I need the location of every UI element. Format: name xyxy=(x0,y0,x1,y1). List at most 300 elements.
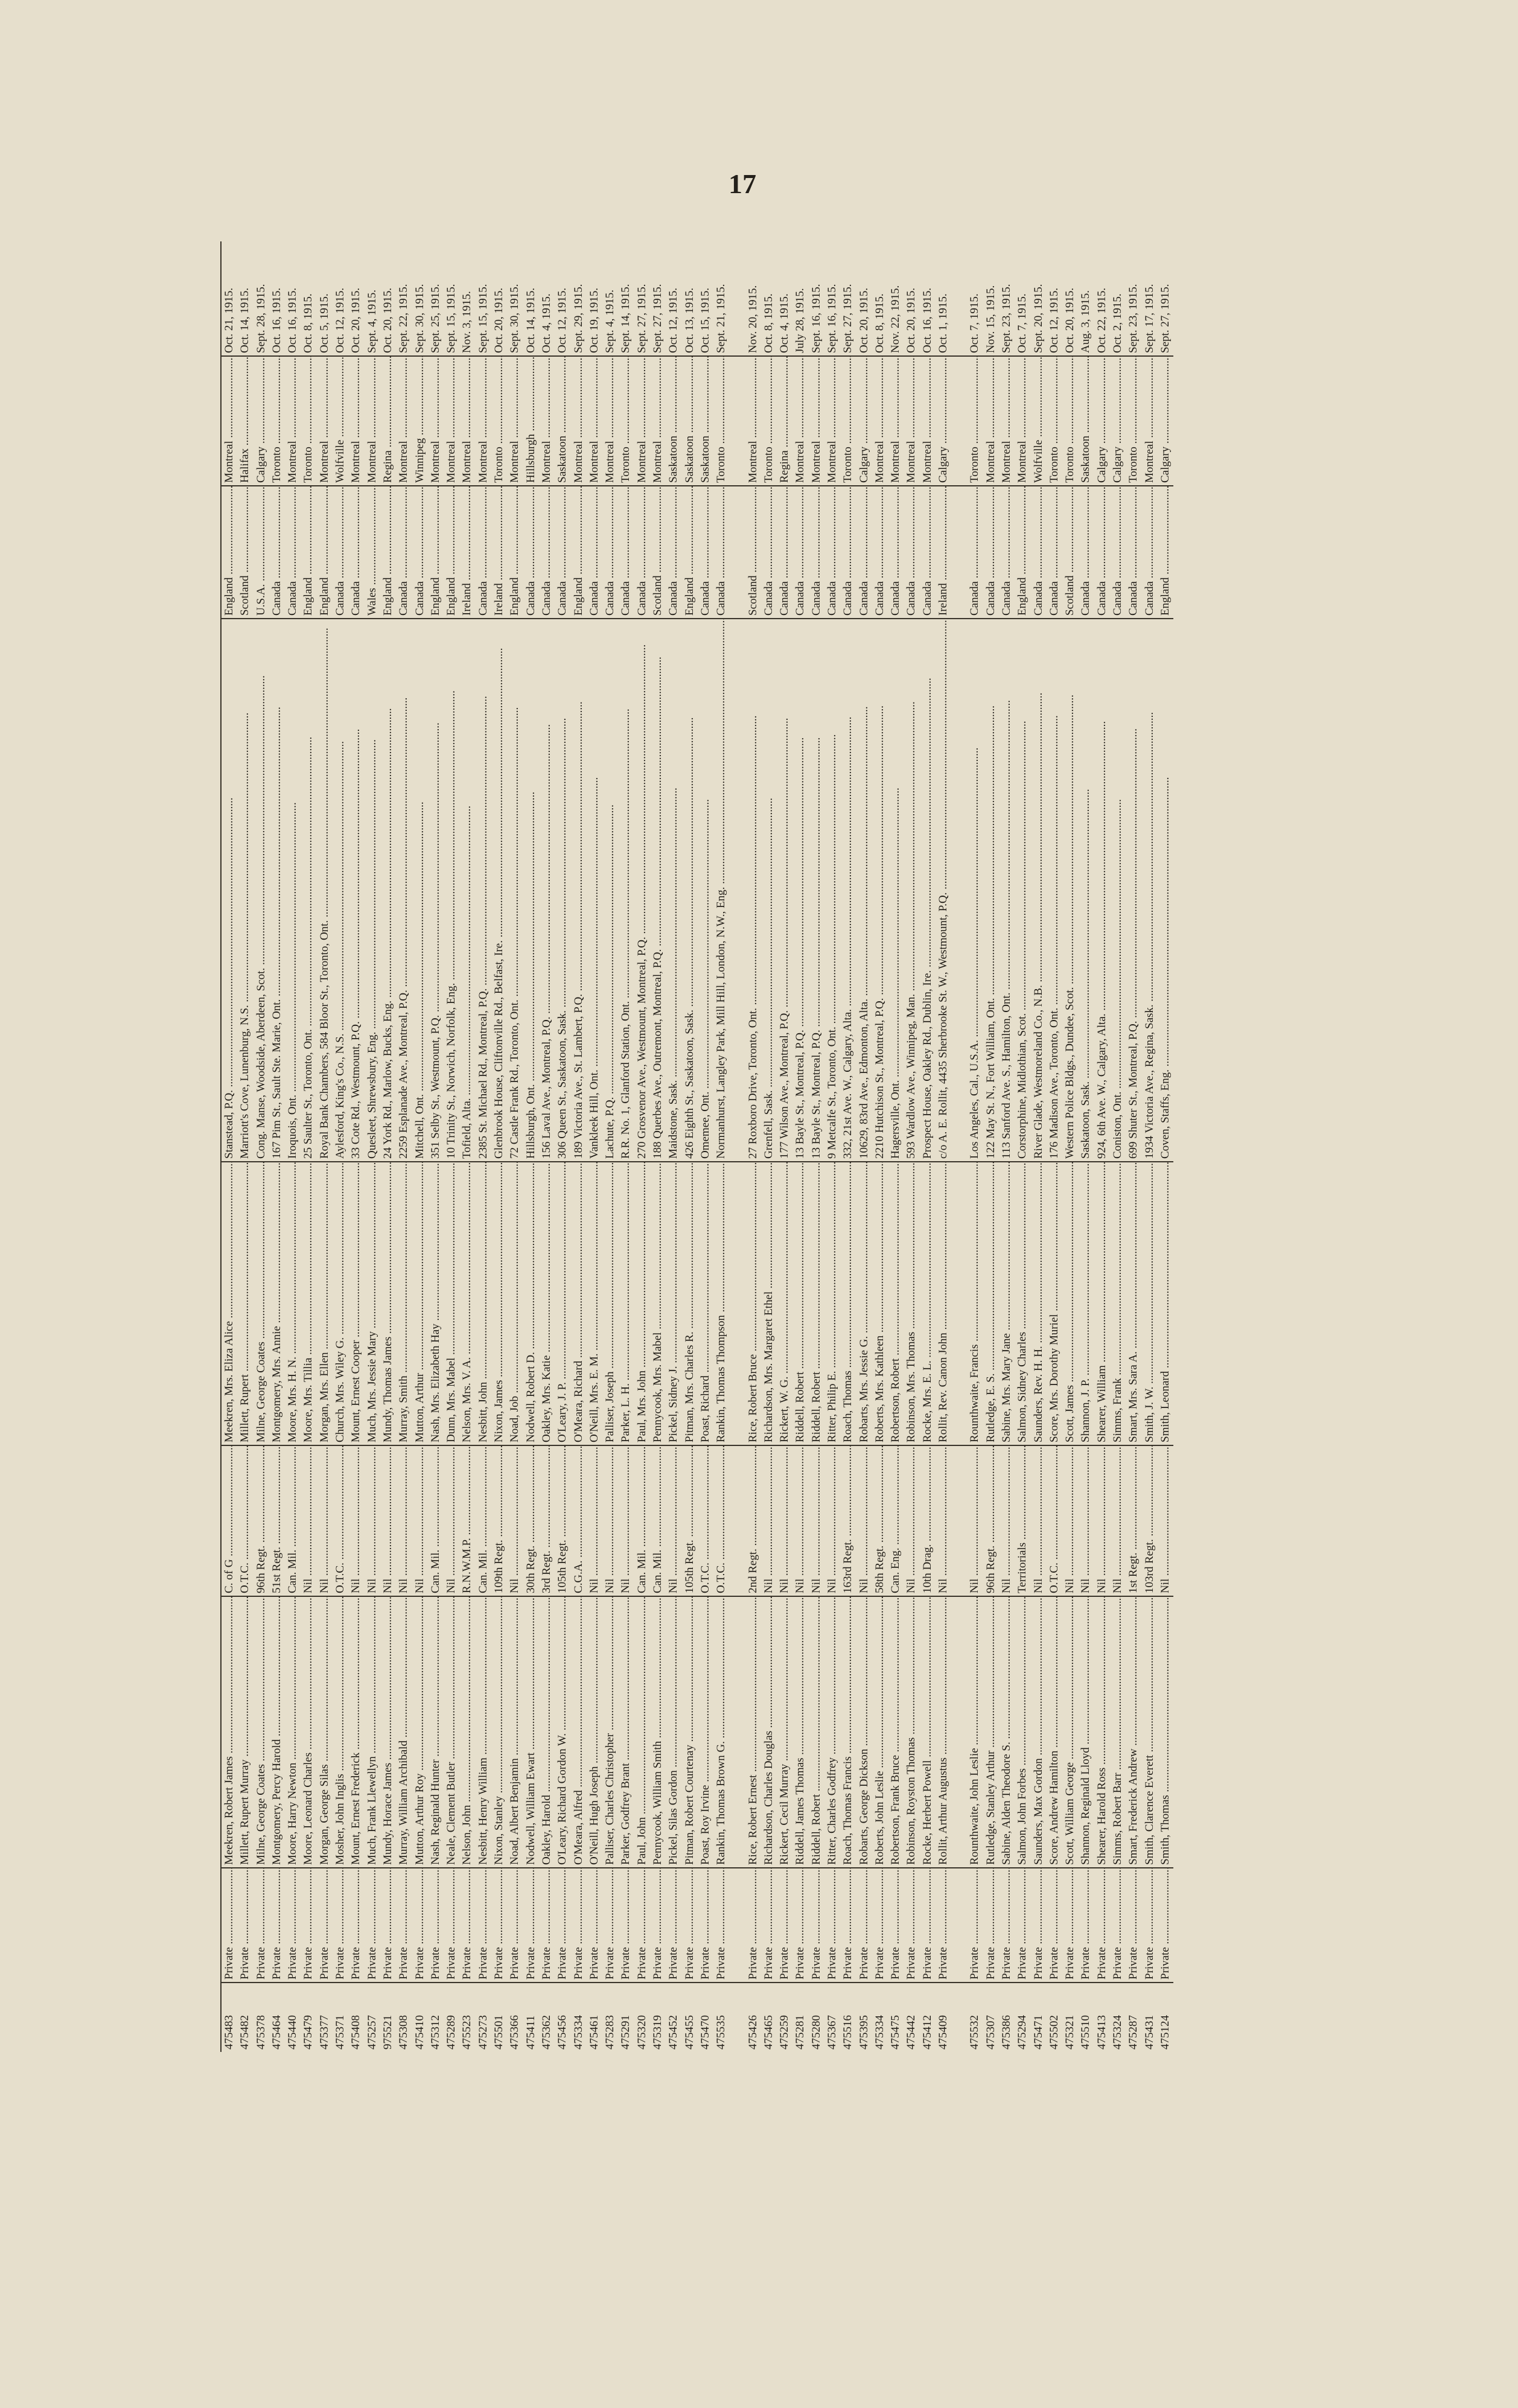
place-of-enlistment: Toronto ..... xyxy=(1062,356,1078,486)
place-of-enlistment: Montreal ..... xyxy=(888,356,904,486)
next-of-kin-address: River Glade, Westmoreland Co., N.B. ..... xyxy=(1031,619,1047,1162)
rank: Private ..... xyxy=(888,1868,904,1983)
next-of-kin: Oakley, Mrs. Katie ..... xyxy=(539,1162,555,1445)
table-row xyxy=(1158,241,1173,2052)
regimental-number: 475470 xyxy=(698,2015,712,2050)
soldier-name: O'Leary, Richard Gordon W. ..... xyxy=(555,1596,570,1868)
place-of-enlistment: Calgary ..... xyxy=(1094,356,1110,486)
next-of-kin-address: Glenbrook House, Cliftonville Rd., Belfast, Ire. ..... xyxy=(491,619,507,1162)
rank: Private ..... xyxy=(1031,1868,1047,1983)
soldier-name: Rocke, Herbert Powell ..... xyxy=(920,1596,936,1868)
regimental-number: 475426 xyxy=(746,2015,759,2050)
enlistment-date: Sept. 23, 1915. xyxy=(999,241,1015,356)
birthplace: Canada ..... xyxy=(904,486,919,619)
enlistment-date: Oct. 12, 1915. xyxy=(1047,241,1062,356)
place-of-enlistment: Winnipeg ..... xyxy=(412,356,428,486)
place-of-enlistment: Toronto ..... xyxy=(1126,356,1141,486)
place-of-enlistment: Calgary ..... xyxy=(936,356,951,486)
former-corps: 96th Regt. ..... xyxy=(254,1445,269,1596)
next-of-kin-address: 699 Shuter St., Montreal, P.Q. ..... xyxy=(1126,619,1141,1162)
soldier-name: Murray, William Archibald ..... xyxy=(396,1596,412,1868)
next-of-kin-address: Tofield, Alta. ..... xyxy=(459,619,475,1162)
former-corps: 2nd Regt. ..... xyxy=(745,1445,761,1596)
table-row xyxy=(682,241,698,2052)
rank: Private ..... xyxy=(936,1868,951,1983)
next-of-kin: Nelson, Mrs. V. A. ..... xyxy=(459,1162,475,1445)
rank: Private ..... xyxy=(809,1868,824,1983)
soldier-name: O'Meara, Alfred ..... xyxy=(571,1596,587,1868)
birthplace: Canada ..... xyxy=(713,486,729,619)
soldier-name: Smith, Clarence Everett ..... xyxy=(1142,1596,1158,1868)
table-row xyxy=(777,241,792,2052)
birthplace: Canada ..... xyxy=(618,486,634,619)
birthplace: England ..... xyxy=(444,486,459,619)
regimental-number: 475308 xyxy=(397,2015,410,2050)
former-corps: Nil ..... xyxy=(348,1445,364,1596)
soldier-name: Robarts, George Dickson ..... xyxy=(856,1596,872,1868)
soldier-name: Moore, Harry Newton ..... xyxy=(285,1596,301,1868)
next-of-kin: Rankin, Thomas Thompson ..... xyxy=(713,1162,729,1445)
regimental-number: 475294 xyxy=(1016,2015,1029,2050)
birthplace: England ..... xyxy=(301,486,316,619)
soldier-name: Much, Frank Llewellyn ..... xyxy=(365,1596,380,1868)
birthplace: Canada ..... xyxy=(1110,486,1126,619)
rank: Private ..... xyxy=(761,1868,777,1983)
regimental-number: 475280 xyxy=(809,2015,823,2050)
former-corps: C.G.A. ..... xyxy=(571,1445,587,1596)
enlistment-date: Sept. 22, 1915. xyxy=(396,241,412,356)
table-row xyxy=(1062,241,1078,2052)
regimental-number: 475412 xyxy=(920,2015,934,2050)
rank: Private ..... xyxy=(507,1868,523,1983)
birthplace: Ireland ..... xyxy=(936,486,951,619)
place-of-enlistment: Toronto ..... xyxy=(1047,356,1062,486)
regimental-number: 475319 xyxy=(651,2015,665,2050)
enlistment-date: Oct. 14, 1915. xyxy=(237,241,253,356)
regimental-number: 475456 xyxy=(556,2015,569,2050)
regimental-number: 475482 xyxy=(238,2015,252,2050)
enlistment-date: Sept. 16, 1915. xyxy=(809,241,824,356)
soldier-name: Pitman, Robert Courtenay ..... xyxy=(682,1596,698,1868)
former-corps: Nil ..... xyxy=(602,1445,618,1596)
enlistment-date: Oct. 8, 1915. xyxy=(872,241,888,356)
regimental-number: 475321 xyxy=(1064,2015,1077,2050)
birthplace: Canada ..... xyxy=(333,486,348,619)
next-of-kin: Smart, Mrs. Sara A. ..... xyxy=(1126,1162,1141,1445)
former-corps: Nil ..... xyxy=(824,1445,840,1596)
place-of-enlistment: Toronto ..... xyxy=(967,356,983,486)
former-corps: Nil ..... xyxy=(1158,1445,1173,1596)
soldier-name: Moore, Leonard Charles ..... xyxy=(301,1596,316,1868)
next-of-kin: Smith, J. W. ..... xyxy=(1142,1162,1158,1445)
soldier-name: Nelson, John ..... xyxy=(459,1596,475,1868)
rank: Private ..... xyxy=(412,1868,428,1983)
place-of-enlistment: Montreal ..... xyxy=(602,356,618,486)
next-of-kin-address: Western Police Bldgs., Dundee, Scot. ..... xyxy=(1062,619,1078,1162)
next-of-kin: Paul, Mrs. John ..... xyxy=(634,1162,650,1445)
rank: Private ..... xyxy=(1062,1868,1078,1983)
place-of-enlistment: Montreal ..... xyxy=(428,356,444,486)
place-of-enlistment: Montreal ..... xyxy=(872,356,888,486)
rank: Private ..... xyxy=(666,1868,681,1983)
roll-body xyxy=(221,241,1173,2052)
soldier-name: Rollit, Arthur Augustus ..... xyxy=(936,1596,951,1868)
next-of-kin-address: 2259 Esplanade Ave., Montreal, P.Q. ..... xyxy=(396,619,412,1162)
place-of-enlistment: Saskatoon ..... xyxy=(682,356,698,486)
former-corps: Nil ..... xyxy=(999,1445,1015,1596)
rank: Private ..... xyxy=(1110,1868,1126,1983)
table-row xyxy=(254,241,269,2052)
enlistment-date: Sept. 30, 1915. xyxy=(507,241,523,356)
place-of-enlistment: Montreal ..... xyxy=(999,356,1015,486)
table-row xyxy=(237,241,253,2052)
next-of-kin: Parker, L. H. ..... xyxy=(618,1162,634,1445)
former-corps: Nil ..... xyxy=(396,1445,412,1596)
enlistment-date: Nov. 15, 1915. xyxy=(983,241,999,356)
regimental-number: 475442 xyxy=(905,2015,918,2050)
table-row xyxy=(348,241,364,2052)
soldier-name: Mount, Ernest Frederick ..... xyxy=(348,1596,364,1868)
former-corps: Nil ..... xyxy=(1110,1445,1126,1596)
next-of-kin: Sabine, Mrs. Mary Jane ..... xyxy=(999,1162,1015,1445)
birthplace: Canada ..... xyxy=(269,486,285,619)
soldier-name: Meekren, Robert James ..... xyxy=(221,1596,237,1868)
birthplace: Canada ..... xyxy=(824,486,840,619)
enlistment-date: Sept. 15, 1915. xyxy=(476,241,491,356)
soldier-name: Nodwell, William Ewart ..... xyxy=(523,1596,539,1868)
table-row xyxy=(491,241,507,2052)
enlistment-date: Oct. 20, 1915. xyxy=(904,241,919,356)
table-row xyxy=(999,241,1015,2052)
next-of-kin-address: 24 York Rd., Marlow, Bucks, Eng. ..... xyxy=(380,619,396,1162)
enlistment-date: Nov. 20, 1915. xyxy=(745,241,761,356)
soldier-name: Shannon, Reginald Lloyd ..... xyxy=(1078,1596,1094,1868)
birthplace: Canada ..... xyxy=(587,486,602,619)
enlistment-date: Oct. 8, 1915. xyxy=(761,241,777,356)
place-of-enlistment: Montreal ..... xyxy=(571,356,587,486)
rank: Private ..... xyxy=(650,1868,666,1983)
next-of-kin: Mundy, Thomas James ..... xyxy=(380,1162,396,1445)
enlistment-date: Aug. 3, 1915. xyxy=(1078,241,1094,356)
table-row xyxy=(1142,241,1158,2052)
rank: Private ..... xyxy=(396,1868,412,1983)
table-row xyxy=(936,241,951,2052)
birthplace: Canada ..... xyxy=(698,486,713,619)
enlistment-date: Sept. 30, 1915. xyxy=(412,241,428,356)
rank: Private ..... xyxy=(824,1868,840,1983)
next-of-kin: Roberts, Mrs. Kathleen ..... xyxy=(872,1162,888,1445)
former-corps: Nil ..... xyxy=(301,1445,316,1596)
group-separator xyxy=(951,241,967,2052)
soldier-name: Rice, Robert Ernest ..... xyxy=(745,1596,761,1868)
next-of-kin: Riddell, Robert ..... xyxy=(792,1162,808,1445)
enlistment-date: Oct. 22, 1915. xyxy=(1094,241,1110,356)
soldier-name: Pickel, Silas Gordon ..... xyxy=(666,1596,681,1868)
enlistment-date: Sept. 29, 1915. xyxy=(571,241,587,356)
next-of-kin: Mount, Ernest Cooper ..... xyxy=(348,1162,364,1445)
former-corps: Nil ..... xyxy=(1062,1445,1078,1596)
next-of-kin-address: Coniston, Ont. ..... xyxy=(1110,619,1126,1162)
soldier-name: Nesbitt, Henry William ..... xyxy=(476,1596,491,1868)
regimental-number: 475483 xyxy=(221,1983,237,2052)
rank: Private ..... xyxy=(1094,1868,1110,1983)
rank: Private ..... xyxy=(792,1868,808,1983)
table-row xyxy=(459,241,475,2052)
next-of-kin-address: Iroquois, Ont. ..... xyxy=(285,619,301,1162)
birthplace: Canada ..... xyxy=(1142,486,1158,619)
enlistment-date: Oct. 13, 1915. xyxy=(682,241,698,356)
next-of-kin: Rice, Robert Bruce ..... xyxy=(745,1162,761,1445)
regimental-number: 475324 xyxy=(1111,2015,1124,2050)
table-row xyxy=(539,241,555,2052)
regimental-number: 475452 xyxy=(667,2015,680,2050)
former-corps: Nil ..... xyxy=(1078,1445,1094,1596)
regimental-number: 475471 xyxy=(1032,2015,1045,2050)
table-row xyxy=(1126,241,1141,2052)
place-of-enlistment: Montreal ..... xyxy=(634,356,650,486)
place-of-enlistment: Montreal ..... xyxy=(650,356,666,486)
birthplace: Canada ..... xyxy=(555,486,570,619)
enlistment-date: Oct. 12, 1915. xyxy=(333,241,348,356)
soldier-name: Scott, William George ..... xyxy=(1062,1596,1078,1868)
regimental-number: 475378 xyxy=(254,2015,267,2050)
rank: Private ..... xyxy=(285,1868,301,1983)
table-row xyxy=(904,241,919,2052)
table-row xyxy=(444,241,459,2052)
soldier-name: Ritter, Charles Godfrey ..... xyxy=(824,1596,840,1868)
nominal-roll-table xyxy=(220,241,1173,2052)
table-row xyxy=(587,241,602,2052)
next-of-kin: Shannon, J. P. ..... xyxy=(1078,1162,1094,1445)
next-of-kin: Noad, Job ..... xyxy=(507,1162,523,1445)
soldier-name: Riddell, Robert ..... xyxy=(809,1596,824,1868)
rank: Private ..... xyxy=(1047,1868,1062,1983)
next-of-kin: Shearer, William ..... xyxy=(1094,1162,1110,1445)
next-of-kin-address: 270 Grosvenor Ave., Westmount, Montreal, P.Q. ..... xyxy=(634,619,650,1162)
next-of-kin-address: 13 Bayle St., Montreal, P.Q. ..... xyxy=(792,619,808,1162)
regimental-number: 475287 xyxy=(1127,2015,1140,2050)
table-row xyxy=(888,241,904,2052)
next-of-kin-address: 9 Metcalfe St., Toronto, Ont. ..... xyxy=(824,619,840,1162)
soldier-name: Nixon, Stanley ..... xyxy=(491,1596,507,1868)
birthplace: England ..... xyxy=(221,486,237,619)
soldier-name: Saunders, Max Gordon ..... xyxy=(1031,1596,1047,1868)
table-row xyxy=(412,241,428,2052)
place-of-enlistment: Toronto ..... xyxy=(761,356,777,486)
enlistment-date: Nov. 22, 1915. xyxy=(888,241,904,356)
rank: Private ..... xyxy=(920,1868,936,1983)
soldier-name: Score, Andrew Hamilton ..... xyxy=(1047,1596,1062,1868)
next-of-kin-address: 593 Wardlow Ave., Winnipeg, Man. ..... xyxy=(904,619,919,1162)
regimental-number: 475362 xyxy=(540,2015,553,2050)
table-row xyxy=(634,241,650,2052)
rank: Private ..... xyxy=(254,1868,269,1983)
regimental-number: 475510 xyxy=(1079,2015,1092,2050)
place-of-enlistment: Montreal ..... xyxy=(348,356,364,486)
regimental-number: 475455 xyxy=(683,2015,696,2050)
regimental-number: 475464 xyxy=(270,2015,283,2050)
former-corps: Can. Mil. ..... xyxy=(650,1445,666,1596)
birthplace: Canada ..... xyxy=(476,486,491,619)
table-row xyxy=(618,241,634,2052)
next-of-kin: Millett, Rupert ..... xyxy=(237,1162,253,1445)
next-of-kin: Richardson, Mrs. Margaret Ethel ..... xyxy=(761,1162,777,1445)
enlistment-date: Sept. 27, 1915. xyxy=(840,241,856,356)
next-of-kin-address: 177 Wilson Ave., Montreal, P.Q. ..... xyxy=(777,619,792,1162)
regimental-number: 475465 xyxy=(762,2015,775,2050)
table-row xyxy=(396,241,412,2052)
next-of-kin: Rounthwaite, Francis ..... xyxy=(967,1162,983,1445)
rank: Private ..... xyxy=(269,1868,285,1983)
rank: Private ..... xyxy=(317,1868,333,1983)
enlistment-date: Oct. 19, 1915. xyxy=(587,241,602,356)
place-of-enlistment: Toronto ..... xyxy=(491,356,507,486)
enlistment-date: Oct. 16, 1915. xyxy=(920,241,936,356)
place-of-enlistment: Regina ..... xyxy=(777,356,792,486)
next-of-kin-address: 10629, 83rd Ave., Edmonton, Alta. ..... xyxy=(856,619,872,1162)
next-of-kin-address: 113 Sanford Ave. S., Hamilton, Ont. ..... xyxy=(999,619,1015,1162)
place-of-enlistment: Montreal ..... xyxy=(587,356,602,486)
soldier-name: Smith, Thomas ..... xyxy=(1158,1596,1173,1868)
next-of-kin: Church, Mrs. Wiley G. ..... xyxy=(333,1162,348,1445)
soldier-name: Milne, George Coates ..... xyxy=(254,1596,269,1868)
table-row xyxy=(507,241,523,2052)
regimental-number: 475259 xyxy=(778,2015,791,2050)
former-corps: 30th Regt. ..... xyxy=(523,1445,539,1596)
place-of-enlistment: Montreal ..... xyxy=(920,356,936,486)
place-of-enlistment: Montreal ..... xyxy=(983,356,999,486)
table-row xyxy=(856,241,872,2052)
enlistment-date: Sept. 20, 1915. xyxy=(1031,241,1047,356)
regimental-number: 475320 xyxy=(635,2015,648,2050)
next-of-kin-address: Hagersville, Ont. ..... xyxy=(888,619,904,1162)
enlistment-date: Nov. 3, 1915. xyxy=(459,241,475,356)
enlistment-date: Oct. 16, 1915. xyxy=(285,241,301,356)
soldier-name: Mosher, John Inglis ..... xyxy=(333,1596,348,1868)
place-of-enlistment: Toronto ..... xyxy=(618,356,634,486)
birthplace: Canada ..... xyxy=(872,486,888,619)
rank: Private ..... xyxy=(999,1868,1015,1983)
next-of-kin: Much, Mrs. Jessie Mary ..... xyxy=(365,1162,380,1445)
former-corps: O.T.C. ..... xyxy=(237,1445,253,1596)
next-of-kin-address: R.R. No. 1, Glanford Station, Ont. ..... xyxy=(618,619,634,1162)
rank: Private ..... xyxy=(682,1868,698,1983)
enlistment-date: Sept. 21, 1915. xyxy=(713,241,729,356)
place-of-enlistment: Montreal ..... xyxy=(285,356,301,486)
place-of-enlistment: Calgary ..... xyxy=(1110,356,1126,486)
place-of-enlistment: Toronto ..... xyxy=(269,356,285,486)
next-of-kin-address: Hillsburgh, Ont. ..... xyxy=(523,619,539,1162)
rank: Private ..... xyxy=(967,1868,983,1983)
soldier-name: Mutton, Arthur Roy ..... xyxy=(412,1596,428,1868)
next-of-kin: Saunders, Rev. H. H. ..... xyxy=(1031,1162,1047,1445)
table-row xyxy=(285,241,301,2052)
regimental-number: 475273 xyxy=(476,2015,490,2050)
former-corps: Nil ..... xyxy=(618,1445,634,1596)
next-of-kin-address: Quesleet, Shrewsbury, Eng. ..... xyxy=(365,619,380,1162)
enlistment-date: Sept. 17, 1915. xyxy=(1142,241,1158,356)
next-of-kin-address: Grenfell, Sask. ..... xyxy=(761,619,777,1162)
former-corps: 1st Regt. ..... xyxy=(1126,1445,1141,1596)
soldier-name: Noad, Albert Benjamin ..... xyxy=(507,1596,523,1868)
table-row xyxy=(698,241,713,2052)
table-row xyxy=(1015,241,1030,2052)
table-row xyxy=(1094,241,1110,2052)
table-row xyxy=(967,241,983,2052)
former-corps: Nil ..... xyxy=(365,1445,380,1596)
table-row xyxy=(840,241,856,2052)
next-of-kin: Score, Mrs. Dorothy Muriel ..... xyxy=(1047,1162,1062,1445)
birthplace: Canada ..... xyxy=(792,486,808,619)
next-of-kin: Poast, Richard ..... xyxy=(698,1162,713,1445)
enlistment-date: Sept. 23, 1915. xyxy=(1126,241,1141,356)
next-of-kin-address: 72 Castle Frank Rd., Toronto, Ont. ..... xyxy=(507,619,523,1162)
rank: Private ..... xyxy=(1158,1868,1173,1983)
rank: Private ..... xyxy=(602,1868,618,1983)
next-of-kin: Moore, Mrs. Tillia ..... xyxy=(301,1162,316,1445)
enlistment-date: Oct. 21, 1915. xyxy=(221,241,237,356)
next-of-kin: Rollit, Rev. Canon John ..... xyxy=(936,1162,951,1445)
former-corps: Nil ..... xyxy=(967,1445,983,1596)
former-corps: O.T.C. ..... xyxy=(333,1445,348,1596)
birthplace: Canada ..... xyxy=(539,486,555,619)
regimental-number: 475410 xyxy=(413,2015,426,2050)
next-of-kin-address: Vankleek Hill, Ont. ..... xyxy=(587,619,602,1162)
next-of-kin: Simms, Frank ..... xyxy=(1110,1162,1126,1445)
enlistment-date: Oct. 20, 1915. xyxy=(491,241,507,356)
rank: Private ..... xyxy=(618,1868,634,1983)
next-of-kin-address: 25 Saulter St., Toronto, Ont. ..... xyxy=(301,619,316,1162)
birthplace: Canada ..... xyxy=(761,486,777,619)
next-of-kin: Salmon, Sidney Charles ..... xyxy=(1015,1162,1030,1445)
rank: Private ..... xyxy=(587,1868,602,1983)
next-of-kin-address: Maidstone, Sask. ..... xyxy=(666,619,681,1162)
regimental-number: 475386 xyxy=(1000,2015,1013,2050)
enlistment-date: Sept. 4, 1915. xyxy=(602,241,618,356)
next-of-kin-address: Royal Bank Chambers, 584 Bloor St., Toronto, Ont. ..... xyxy=(317,619,333,1162)
regimental-number: 475413 xyxy=(1095,2015,1108,2050)
regimental-number: 475371 xyxy=(334,2015,347,2050)
next-of-kin: Robertson, Robert ..... xyxy=(888,1162,904,1445)
next-of-kin-address: 33 Cote Rd., Westmount, P.Q. ..... xyxy=(348,619,364,1162)
birthplace: Canada ..... xyxy=(523,486,539,619)
next-of-kin-address: 122 May St. N., Fort William, Ont. ..... xyxy=(983,619,999,1162)
birthplace: Canada ..... xyxy=(920,486,936,619)
former-corps: Nil ..... xyxy=(936,1445,951,1596)
regimental-number: 475257 xyxy=(365,2015,378,2050)
rank: Private ..... xyxy=(348,1868,364,1983)
regimental-number: 475289 xyxy=(445,2015,458,2050)
place-of-enlistment: Wolfville ..... xyxy=(1031,356,1047,486)
next-of-kin-address: Stanstead, P.Q. ..... xyxy=(221,619,237,1162)
next-of-kin: Robinson, Mrs. Thomas ..... xyxy=(904,1162,919,1445)
former-corps: Nil ..... xyxy=(412,1445,428,1596)
soldier-name: Montgomery, Percy Harold ..... xyxy=(269,1596,285,1868)
place-of-enlistment: Montreal ..... xyxy=(396,356,412,486)
table-row xyxy=(221,241,237,2052)
place-of-enlistment: Montreal ..... xyxy=(507,356,523,486)
rank: Private ..... xyxy=(745,1868,761,1983)
former-corps: Nil ..... xyxy=(317,1445,333,1596)
table-row xyxy=(1110,241,1126,2052)
next-of-kin-address: 167 Pim St., Sault Ste. Marie, Ont. ..... xyxy=(269,619,285,1162)
soldier-name: Roach, Thomas Francis ..... xyxy=(840,1596,856,1868)
rank: Private ..... xyxy=(459,1868,475,1983)
birthplace: Canada ..... xyxy=(1126,486,1141,619)
next-of-kin: O'Leary, J. P. ..... xyxy=(555,1162,570,1445)
birthplace: Canada ..... xyxy=(1094,486,1110,619)
former-corps: R.N.W.M.P. ..... xyxy=(459,1445,475,1596)
